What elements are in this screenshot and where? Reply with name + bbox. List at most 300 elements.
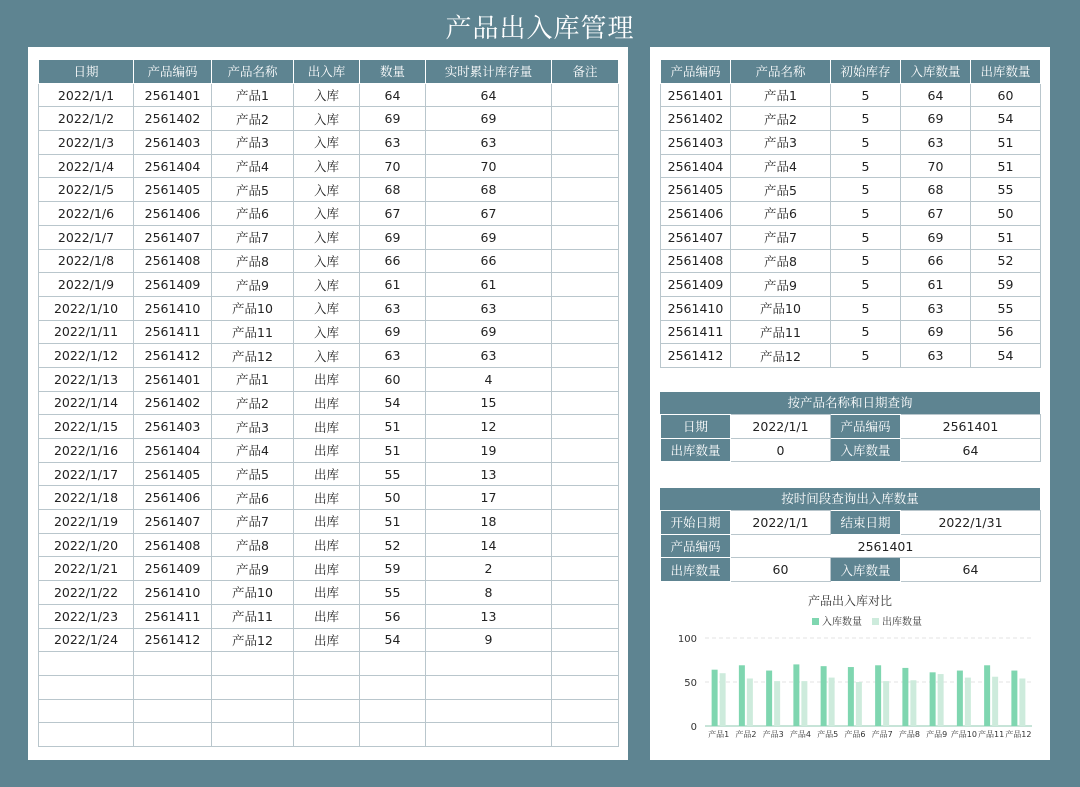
table-row — [39, 154, 619, 178]
table-cell[interactable] — [552, 675, 619, 699]
code-label: 产品编码 — [831, 415, 901, 439]
table-cell[interactable] — [552, 367, 619, 391]
date-input[interactable]: 2022/1/1 — [731, 415, 831, 439]
table-cell[interactable]: 出库 — [294, 367, 360, 391]
table-cell: 5 — [831, 131, 901, 155]
table-cell: 69 — [901, 225, 971, 249]
table-cell[interactable] — [552, 604, 619, 628]
table-cell: 5 — [831, 344, 901, 368]
table-row — [39, 107, 619, 131]
table-cell[interactable]: 2022/1/18 — [39, 486, 134, 510]
table-header-row — [661, 60, 1041, 84]
table-cell[interactable]: 2561411 — [134, 604, 212, 628]
table-cell: 51 — [971, 225, 1041, 249]
table-cell[interactable]: 19 — [426, 439, 552, 463]
bar-in — [821, 666, 827, 726]
table-cell[interactable]: 63 — [360, 131, 426, 155]
table-cell: 5 — [831, 178, 901, 202]
table-cell[interactable] — [552, 273, 619, 297]
table-cell[interactable]: 2022/1/7 — [39, 225, 134, 249]
table-cell[interactable] — [426, 675, 552, 699]
table-cell[interactable] — [294, 723, 360, 747]
table-cell[interactable]: 2022/1/15 — [39, 415, 134, 439]
table-cell[interactable]: 入库 — [294, 107, 360, 131]
table-cell[interactable]: 69 — [426, 225, 552, 249]
table-cell[interactable]: 69 — [360, 107, 426, 131]
table-cell[interactable] — [552, 154, 619, 178]
table-cell: 产品3 — [731, 131, 831, 155]
table-row — [661, 320, 1041, 344]
table-cell[interactable]: 2022/1/14 — [39, 391, 134, 415]
table-cell: 5 — [831, 273, 901, 297]
table-cell[interactable]: 入库 — [294, 83, 360, 107]
table-cell[interactable]: 产品5 — [212, 462, 294, 486]
table-cell[interactable]: 产品12 — [212, 344, 294, 368]
table-cell[interactable] — [360, 699, 426, 723]
table-cell[interactable]: 2022/1/9 — [39, 273, 134, 297]
table-cell[interactable]: 61 — [426, 273, 552, 297]
table-cell[interactable]: 2561405 — [134, 178, 212, 202]
table-cell[interactable]: 2022/1/21 — [39, 557, 134, 581]
table-cell[interactable]: 2561401 — [134, 367, 212, 391]
table-cell[interactable]: 18 — [426, 510, 552, 534]
table-cell: 54 — [971, 107, 1041, 131]
table-cell[interactable]: 出库 — [294, 581, 360, 605]
bar-out — [910, 680, 916, 726]
table-cell[interactable]: 2561402 — [134, 107, 212, 131]
table-cell[interactable] — [360, 723, 426, 747]
table-cell[interactable]: 产品5 — [212, 178, 294, 202]
table-cell[interactable] — [426, 723, 552, 747]
table-cell[interactable]: 2022/1/24 — [39, 628, 134, 652]
table-cell[interactable]: 55 — [360, 581, 426, 605]
out-qty-label: 出库数量 — [661, 438, 731, 462]
table-cell[interactable]: 入库 — [294, 154, 360, 178]
table-cell[interactable] — [360, 675, 426, 699]
table-row — [661, 273, 1041, 297]
table-cell: 5 — [831, 296, 901, 320]
table-cell[interactable] — [294, 699, 360, 723]
table-cell[interactable]: 产品3 — [212, 131, 294, 155]
table-cell: 5 — [831, 320, 901, 344]
table-cell[interactable]: 2561406 — [134, 486, 212, 510]
table-cell[interactable]: 2561403 — [134, 415, 212, 439]
table-cell[interactable]: 出库 — [294, 628, 360, 652]
table-cell[interactable]: 2561408 — [134, 533, 212, 557]
table-cell[interactable]: 63 — [426, 344, 552, 368]
column-header: 入库数量 — [901, 60, 971, 84]
table-cell[interactable] — [552, 225, 619, 249]
table-cell[interactable]: 产品9 — [212, 273, 294, 297]
table-cell[interactable]: 50 — [360, 486, 426, 510]
table-cell[interactable]: 2022/1/12 — [39, 344, 134, 368]
table-row — [39, 320, 619, 344]
table-cell[interactable] — [552, 391, 619, 415]
table-row — [661, 249, 1041, 273]
table-cell[interactable]: 67 — [426, 202, 552, 226]
table-cell[interactable]: 2022/1/22 — [39, 581, 134, 605]
chart-svg — [660, 592, 1040, 752]
table-cell[interactable] — [552, 510, 619, 534]
table-cell[interactable]: 63 — [426, 131, 552, 155]
table-cell[interactable]: 12 — [426, 415, 552, 439]
table-cell[interactable]: 产品11 — [212, 320, 294, 344]
table-cell[interactable]: 8 — [426, 581, 552, 605]
table-cell[interactable]: 2561411 — [134, 320, 212, 344]
table-cell[interactable]: 2022/1/6 — [39, 202, 134, 226]
x-tick-label: 产品5 — [817, 730, 839, 739]
table-cell[interactable]: 产品8 — [212, 533, 294, 557]
table-cell[interactable]: 70 — [426, 154, 552, 178]
table-cell: 55 — [971, 178, 1041, 202]
table-cell[interactable]: 产品7 — [212, 225, 294, 249]
bar-out — [774, 681, 780, 726]
table-cell[interactable] — [552, 533, 619, 557]
in-qty-value: 64 — [901, 558, 1041, 582]
table-cell[interactable]: 产品7 — [212, 510, 294, 534]
table-cell[interactable]: 产品11 — [212, 604, 294, 628]
table-cell[interactable]: 51 — [360, 510, 426, 534]
end-date-input[interactable]: 2022/1/31 — [901, 511, 1041, 535]
table-cell[interactable]: 2022/1/2 — [39, 107, 134, 131]
bar-out — [747, 678, 753, 726]
table-cell[interactable]: 55 — [360, 462, 426, 486]
table-cell[interactable]: 产品9 — [212, 557, 294, 581]
table-row — [39, 675, 619, 699]
table-cell[interactable]: 2561403 — [134, 131, 212, 155]
table-cell[interactable]: 2022/1/3 — [39, 131, 134, 155]
y-tick-label: 100 — [677, 634, 697, 645]
table-cell[interactable]: 2022/1/10 — [39, 296, 134, 320]
table-cell[interactable]: 13 — [426, 604, 552, 628]
table-cell[interactable]: 2022/1/11 — [39, 320, 134, 344]
table-cell[interactable]: 2022/1/5 — [39, 178, 134, 202]
table-cell[interactable]: 入库 — [294, 296, 360, 320]
y-tick-label: 50 — [684, 678, 697, 689]
table-row — [39, 178, 619, 202]
table-cell[interactable]: 2561407 — [134, 225, 212, 249]
table-cell[interactable]: 产品1 — [212, 83, 294, 107]
table-cell[interactable] — [552, 439, 619, 463]
table-cell[interactable]: 64 — [426, 83, 552, 107]
table-cell[interactable] — [39, 723, 134, 747]
table-cell[interactable] — [39, 652, 134, 676]
table-cell[interactable]: 66 — [360, 249, 426, 273]
table-cell: 2561412 — [661, 344, 731, 368]
table-cell[interactable]: 入库 — [294, 202, 360, 226]
table-cell: 60 — [971, 83, 1041, 107]
table-cell: 69 — [901, 320, 971, 344]
table-cell[interactable]: 入库 — [294, 344, 360, 368]
x-tick-label: 产品9 — [926, 730, 948, 739]
table-cell[interactable]: 54 — [360, 391, 426, 415]
column-header: 初始库存 — [831, 60, 901, 84]
table-cell[interactable] — [552, 178, 619, 202]
table-cell[interactable] — [552, 628, 619, 652]
table-cell[interactable] — [134, 699, 212, 723]
table-cell[interactable]: 2561407 — [134, 510, 212, 534]
table-cell[interactable]: 63 — [360, 344, 426, 368]
table-row — [661, 225, 1041, 249]
table-cell[interactable]: 2561406 — [134, 202, 212, 226]
table-cell[interactable]: 出库 — [294, 557, 360, 581]
x-tick-label: 产品3 — [762, 730, 784, 739]
table-cell[interactable] — [552, 557, 619, 581]
x-tick-label: 产品12 — [1005, 730, 1032, 739]
table-cell[interactable]: 出库 — [294, 533, 360, 557]
table-cell[interactable] — [294, 675, 360, 699]
table-cell[interactable]: 13 — [426, 462, 552, 486]
bar-in — [957, 671, 963, 726]
table-cell: 2561406 — [661, 202, 731, 226]
table-cell[interactable] — [212, 652, 294, 676]
table-cell[interactable]: 2561401 — [134, 83, 212, 107]
table-cell[interactable]: 产品6 — [212, 486, 294, 510]
table-cell[interactable]: 15 — [426, 391, 552, 415]
table-cell[interactable] — [552, 462, 619, 486]
table-cell[interactable]: 4 — [426, 367, 552, 391]
table-cell[interactable]: 68 — [426, 178, 552, 202]
legend-label: 出库数量 — [882, 617, 922, 628]
start-date-input[interactable]: 2022/1/1 — [731, 511, 831, 535]
bar-out — [829, 678, 835, 726]
table-cell[interactable]: 70 — [360, 154, 426, 178]
table-cell[interactable]: 2022/1/4 — [39, 154, 134, 178]
table-cell[interactable]: 66 — [426, 249, 552, 273]
table-cell[interactable]: 2 — [426, 557, 552, 581]
table-cell[interactable]: 出库 — [294, 486, 360, 510]
table-row — [39, 462, 619, 486]
table-cell[interactable]: 入库 — [294, 273, 360, 297]
bar-in — [902, 668, 908, 726]
table-cell[interactable]: 14 — [426, 533, 552, 557]
table-cell[interactable] — [552, 131, 619, 155]
table-cell[interactable]: 2561405 — [134, 462, 212, 486]
bar-out — [720, 673, 726, 726]
table-cell[interactable] — [552, 652, 619, 676]
table-cell[interactable] — [552, 699, 619, 723]
stock-summary-table — [660, 59, 1041, 368]
table-cell[interactable]: 2561409 — [134, 557, 212, 581]
table-cell[interactable]: 入库 — [294, 320, 360, 344]
table-row — [39, 652, 619, 676]
code-value: 2561401 — [901, 415, 1041, 439]
table-cell: 56 — [971, 320, 1041, 344]
table-cell[interactable]: 2561410 — [134, 296, 212, 320]
table-cell[interactable]: 产品8 — [212, 249, 294, 273]
table-cell[interactable]: 产品2 — [212, 391, 294, 415]
table-cell[interactable] — [552, 107, 619, 131]
table-cell: 2561411 — [661, 320, 731, 344]
table-cell: 63 — [901, 131, 971, 155]
table-cell[interactable]: 出库 — [294, 391, 360, 415]
table-cell: 64 — [901, 83, 971, 107]
table-cell[interactable] — [552, 83, 619, 107]
table-cell: 63 — [901, 344, 971, 368]
table-row — [39, 344, 619, 368]
table-cell[interactable]: 产品4 — [212, 154, 294, 178]
table-cell[interactable]: 2022/1/17 — [39, 462, 134, 486]
table-cell[interactable]: 出库 — [294, 439, 360, 463]
table-cell[interactable]: 出库 — [294, 604, 360, 628]
table-cell[interactable]: 67 — [360, 202, 426, 226]
table-cell: 2561401 — [661, 83, 731, 107]
table-cell: 5 — [831, 202, 901, 226]
x-tick-label: 产品4 — [789, 730, 811, 739]
table-cell[interactable]: 产品6 — [212, 202, 294, 226]
table-cell[interactable]: 52 — [360, 533, 426, 557]
table-cell[interactable] — [360, 652, 426, 676]
table-cell[interactable] — [212, 723, 294, 747]
table-cell[interactable] — [426, 652, 552, 676]
table-cell[interactable] — [134, 675, 212, 699]
table-cell[interactable]: 出库 — [294, 510, 360, 534]
table-cell[interactable] — [39, 699, 134, 723]
table-row — [39, 581, 619, 605]
table-cell: 68 — [901, 178, 971, 202]
in-qty-label: 入库数量 — [831, 558, 901, 582]
legend-label: 入库数量 — [822, 617, 862, 628]
table-cell: 67 — [901, 202, 971, 226]
bar-out — [992, 677, 998, 726]
table-cell[interactable] — [552, 581, 619, 605]
table-cell[interactable]: 入库 — [294, 131, 360, 155]
x-tick-label: 产品11 — [978, 730, 1005, 739]
table-cell[interactable] — [294, 652, 360, 676]
table-cell: 产品10 — [731, 296, 831, 320]
table-cell[interactable]: 2022/1/8 — [39, 249, 134, 273]
table-cell[interactable]: 2022/1/13 — [39, 367, 134, 391]
column-header: 数量 — [360, 60, 426, 84]
table-row — [661, 202, 1041, 226]
table-cell[interactable] — [552, 296, 619, 320]
table-cell: 59 — [971, 273, 1041, 297]
table-cell[interactable]: 产品2 — [212, 107, 294, 131]
table-cell[interactable]: 产品1 — [212, 367, 294, 391]
table-cell[interactable]: 63 — [360, 296, 426, 320]
out-qty-label: 出库数量 — [661, 558, 731, 582]
table-cell: 54 — [971, 344, 1041, 368]
table-cell[interactable] — [552, 249, 619, 273]
table-row — [39, 628, 619, 652]
table-cell[interactable]: 2561404 — [134, 154, 212, 178]
table-cell[interactable]: 69 — [426, 107, 552, 131]
table-cell[interactable]: 2561402 — [134, 391, 212, 415]
code-label: 产品编码 — [661, 534, 731, 558]
table-cell[interactable]: 61 — [360, 273, 426, 297]
query-by-name-date — [660, 392, 1040, 462]
table-cell: 2561408 — [661, 249, 731, 273]
page-title: 产品出入库管理 — [445, 14, 635, 44]
table-cell[interactable]: 产品10 — [212, 296, 294, 320]
table-cell[interactable]: 入库 — [294, 249, 360, 273]
table-cell[interactable]: 2022/1/1 — [39, 83, 134, 107]
table-row — [39, 225, 619, 249]
table-cell[interactable]: 产品10 — [212, 581, 294, 605]
table-cell[interactable]: 2561408 — [134, 249, 212, 273]
table-cell[interactable] — [552, 202, 619, 226]
legend-swatch — [812, 618, 819, 625]
table-cell: 50 — [971, 202, 1041, 226]
table-cell: 70 — [901, 154, 971, 178]
table-cell: 51 — [971, 131, 1041, 155]
table-row — [39, 533, 619, 557]
table-cell[interactable]: 2561404 — [134, 439, 212, 463]
table-cell: 产品8 — [731, 249, 831, 273]
table-row — [661, 131, 1041, 155]
table-cell[interactable] — [426, 699, 552, 723]
table-row — [39, 296, 619, 320]
table-cell[interactable]: 2561412 — [134, 628, 212, 652]
table-cell[interactable]: 产品4 — [212, 439, 294, 463]
bar-in — [793, 664, 799, 726]
out-qty-value: 0 — [731, 438, 831, 462]
table-cell[interactable]: 2561409 — [134, 273, 212, 297]
table-cell: 产品6 — [731, 202, 831, 226]
table-cell[interactable] — [134, 723, 212, 747]
table-cell[interactable]: 入库 — [294, 178, 360, 202]
table-cell[interactable] — [212, 675, 294, 699]
table-cell[interactable]: 56 — [360, 604, 426, 628]
table-cell[interactable] — [552, 723, 619, 747]
table-cell[interactable] — [39, 675, 134, 699]
table-cell[interactable]: 17 — [426, 486, 552, 510]
table-cell[interactable]: 69 — [360, 225, 426, 249]
bar-out — [1019, 678, 1025, 726]
code-input[interactable]: 2561401 — [731, 534, 1041, 558]
bar-out — [801, 681, 807, 726]
table-cell[interactable]: 51 — [360, 439, 426, 463]
table-cell[interactable] — [212, 699, 294, 723]
table-cell[interactable]: 2022/1/20 — [39, 533, 134, 557]
table-cell[interactable]: 出库 — [294, 415, 360, 439]
date-label: 日期 — [661, 415, 731, 439]
table-cell[interactable] — [552, 320, 619, 344]
table-cell[interactable]: 2561412 — [134, 344, 212, 368]
table-cell[interactable]: 69 — [426, 320, 552, 344]
table-cell[interactable]: 2022/1/19 — [39, 510, 134, 534]
table-cell[interactable]: 59 — [360, 557, 426, 581]
table-row — [661, 178, 1041, 202]
table-cell[interactable]: 63 — [426, 296, 552, 320]
table-cell[interactable]: 69 — [360, 320, 426, 344]
table-cell[interactable]: 入库 — [294, 225, 360, 249]
table-cell[interactable]: 2022/1/16 — [39, 439, 134, 463]
table-cell[interactable] — [552, 486, 619, 510]
table-cell[interactable]: 产品3 — [212, 415, 294, 439]
table-cell[interactable]: 2561410 — [134, 581, 212, 605]
table-cell[interactable] — [134, 652, 212, 676]
table-cell[interactable]: 68 — [360, 178, 426, 202]
table-cell: 61 — [901, 273, 971, 297]
bar-out — [965, 678, 971, 726]
table-cell[interactable]: 出库 — [294, 462, 360, 486]
table-cell[interactable]: 9 — [426, 628, 552, 652]
table-cell[interactable]: 64 — [360, 83, 426, 107]
table-cell[interactable]: 产品12 — [212, 628, 294, 652]
table-cell[interactable]: 60 — [360, 367, 426, 391]
x-tick-label: 产品1 — [708, 730, 730, 739]
table-cell[interactable]: 51 — [360, 415, 426, 439]
table-cell[interactable]: 54 — [360, 628, 426, 652]
table-row — [39, 699, 619, 723]
table-cell: 5 — [831, 249, 901, 273]
column-header: 产品名称 — [731, 60, 831, 84]
table-cell[interactable] — [552, 344, 619, 368]
table-cell[interactable]: 2022/1/23 — [39, 604, 134, 628]
table-cell: 产品12 — [731, 344, 831, 368]
table-cell[interactable] — [552, 415, 619, 439]
